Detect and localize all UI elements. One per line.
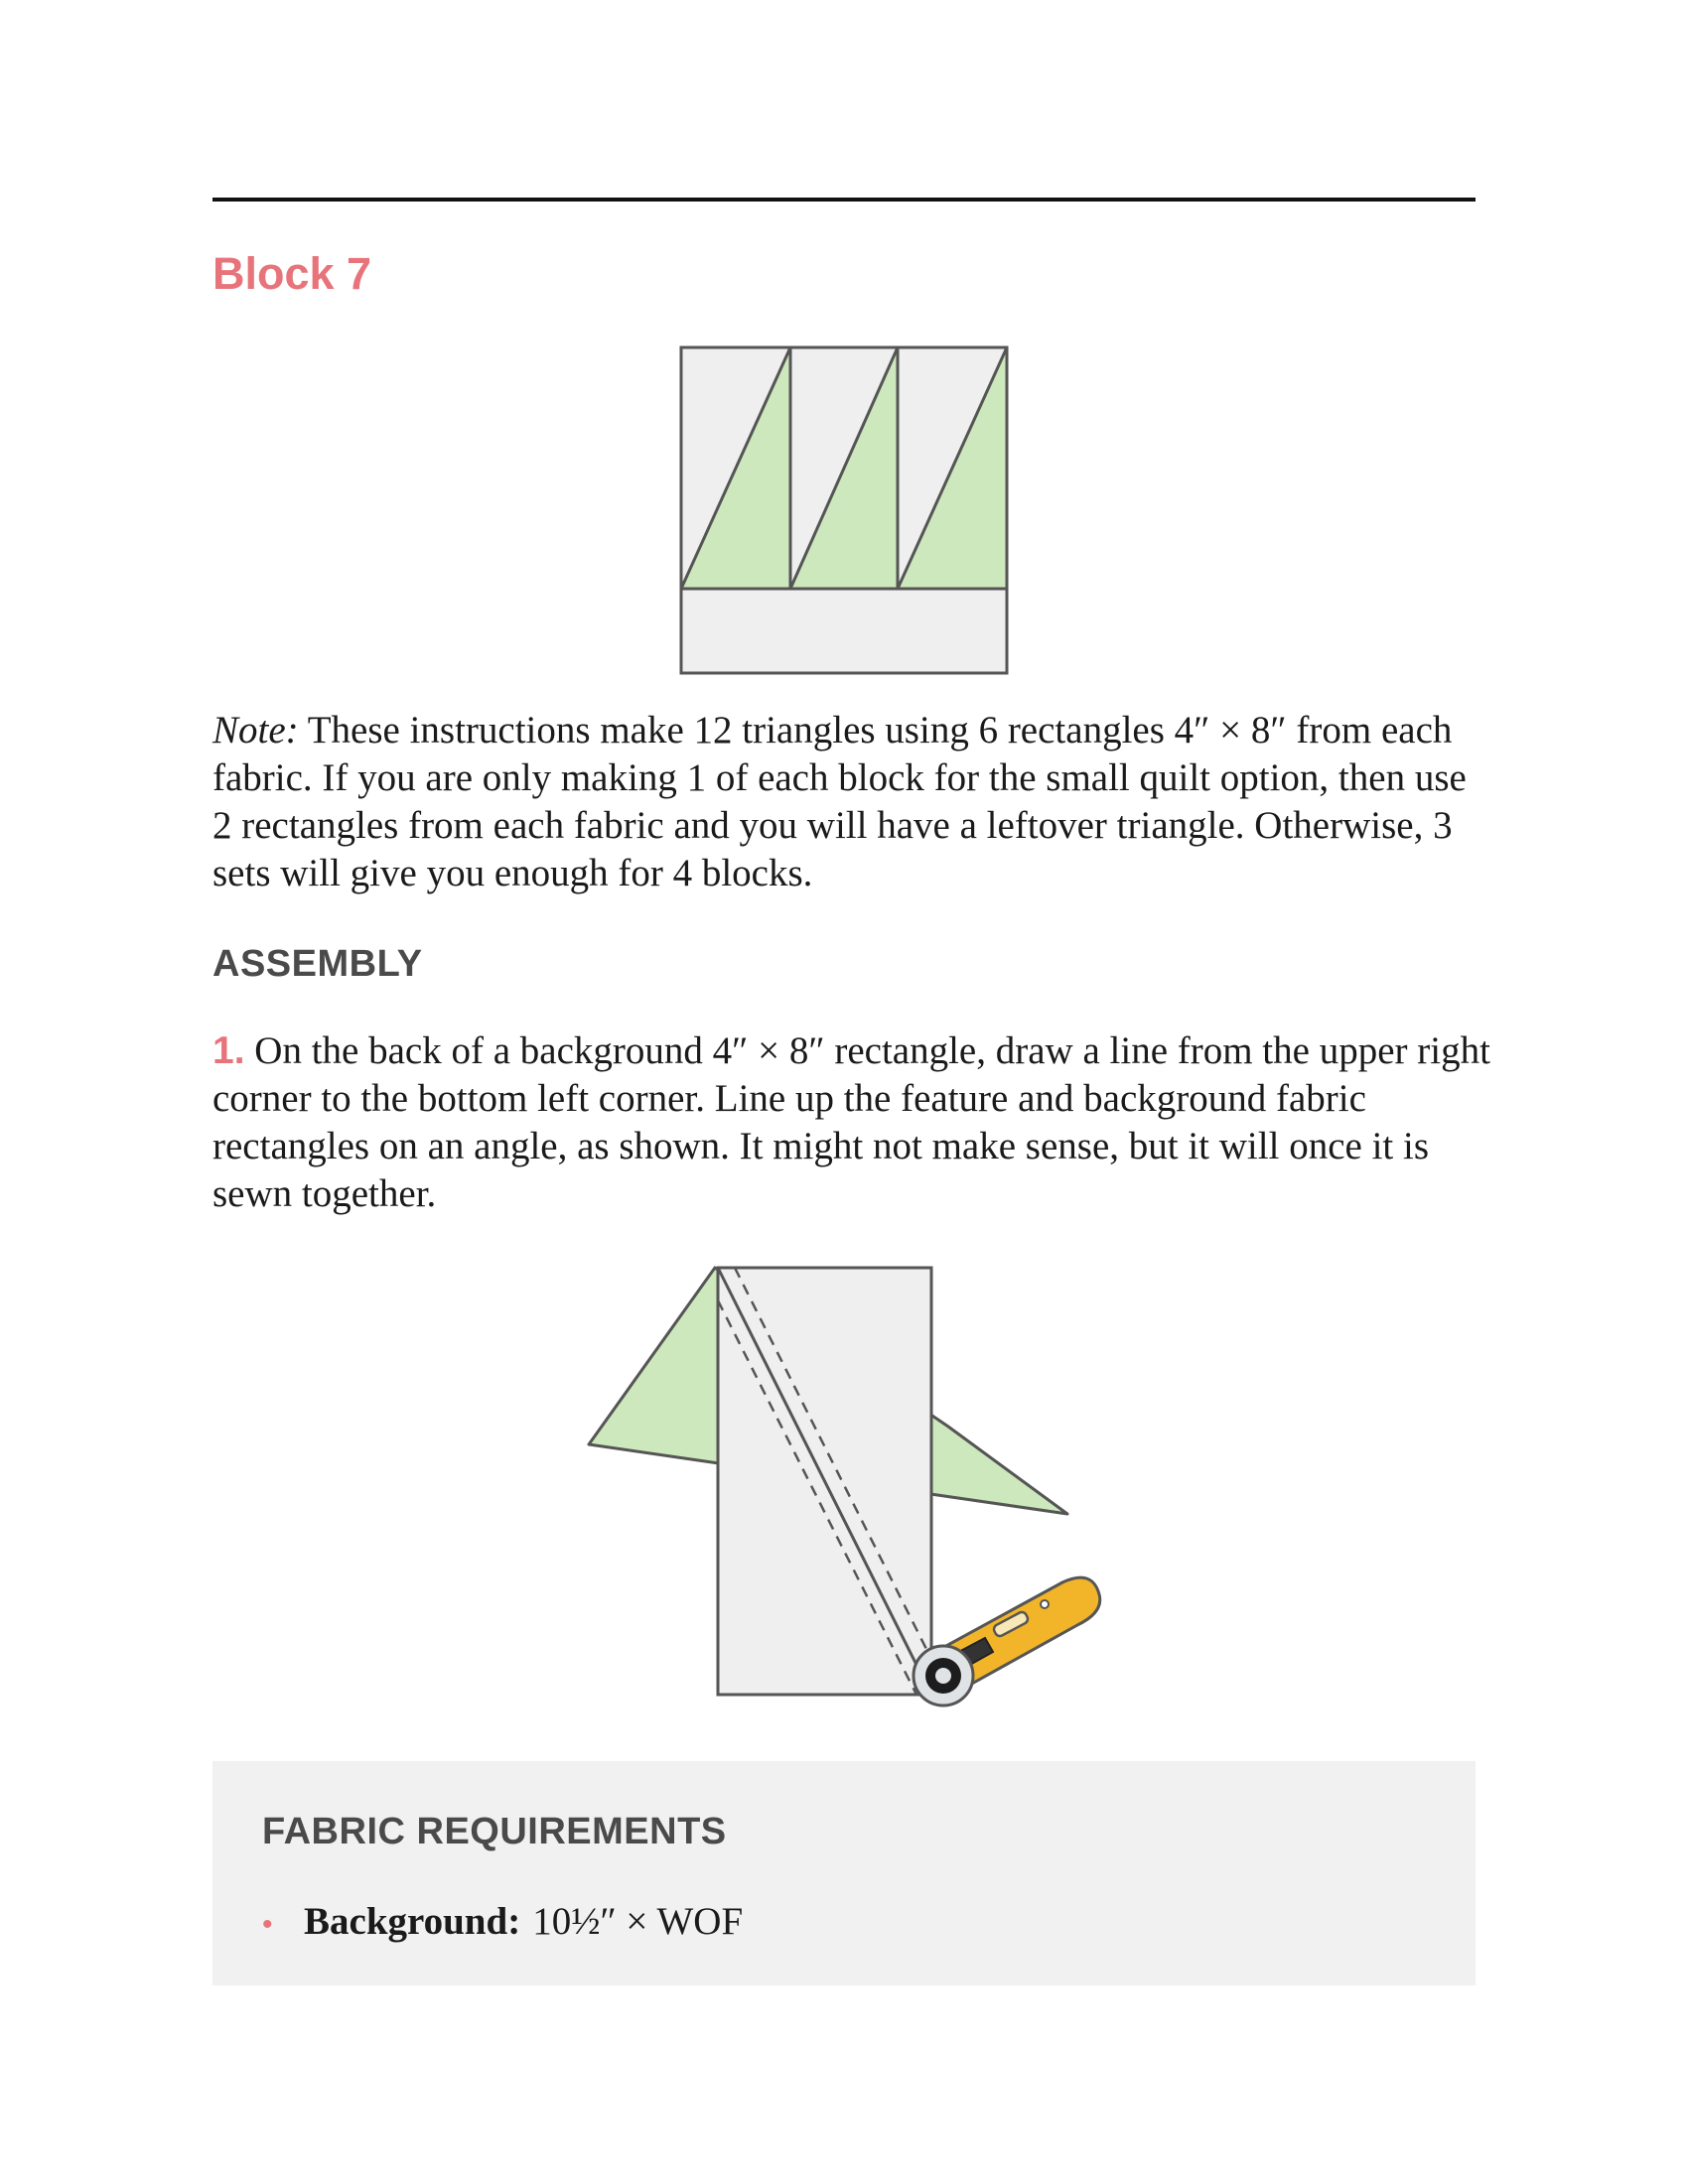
requirement-value: 10½″ × WOF [532, 1900, 744, 1943]
block-7-diagram [679, 345, 1009, 675]
fabric-requirements-heading: FABRIC REQUIREMENTS [262, 1811, 727, 1852]
note-paragraph [212, 707, 1493, 897]
step-text: On the back of a background 4″ × 8″ rectangle, draw a line from the upper right corner to the bottom left corner. Line up the feature and background fabric rectangles on an angle, as shown. It might not make sense, but it will once it is sewn together. [212, 1029, 1490, 1215]
assembly-heading: ASSEMBLY [212, 943, 423, 985]
step-number: 1. [212, 1029, 245, 1072]
rotary-cutter-icon [914, 1577, 1100, 1706]
step-1-diagram [576, 1261, 1112, 1727]
note-label: Note: [212, 709, 299, 751]
note-text: These instructions make 12 triangles using 6 rectangles 4″ × 8″ from each fabric. If you are only making 1 of each block for the small quilt option, then use 2 rectangles from each fabric and you will have a leftover triangle. Otherwise, 3 sets will give you enough for 4 blocks. [212, 709, 1467, 894]
top-divider [212, 198, 1476, 202]
assembly-step-1 [212, 1027, 1493, 1218]
list-item [262, 1898, 743, 1949]
fabric-requirements-panel [212, 1761, 1476, 1985]
bullet-icon: • [262, 1908, 273, 1941]
requirement-label: Background: [304, 1900, 521, 1943]
block-title: Block 7 [212, 248, 372, 299]
fabric-requirements-list [262, 1898, 743, 1949]
